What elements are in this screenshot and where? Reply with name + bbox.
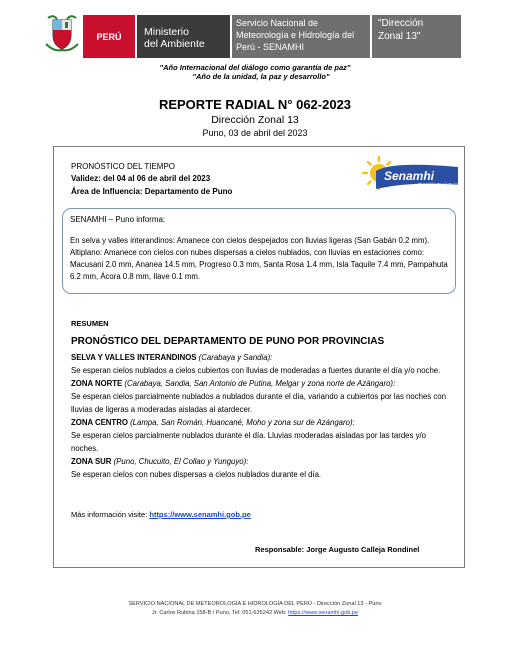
- zone-line-2: Zonal 13": [378, 31, 421, 42]
- mottos: [0, 63, 510, 81]
- region-forecast: Se esperan cielos parcialmente nublados a nublados durante el día, variando a cubiertos por las noches con lluvias de ligeras a moderadas aisladas al atardecer.: [71, 392, 446, 414]
- footer-line-1: SERVICIO NACIONAL DE METEOROLOGÍA E HIDROLOGÍA DEL PERÚ - Dirección Zonal 13 - Puno: [128, 601, 382, 607]
- logo-tagline: Dirección Zonal Puno: [418, 182, 459, 187]
- inform-title: SENAMHI – Puno informa:: [70, 215, 166, 224]
- region-provinces: (Carabaya, Sandia, San Antonio de Putina, Melgar y zona norte de Azángaro):: [124, 379, 396, 388]
- ministry-label: [137, 15, 230, 58]
- region-provinces: (Carabaya y Sandia):: [198, 353, 273, 362]
- region-forecast: Se esperan cielos nublados a cielos cubiertos con lluvias de moderadas a fuertes durante el día y/o noche.: [71, 366, 441, 375]
- report-subtitle: Dirección Zonal 13: [211, 114, 299, 126]
- region-list: [71, 351, 449, 481]
- region-item: [71, 455, 449, 481]
- inform-body: En selva y valles interandinos: Amanece con cielos despejados con lluvias ligeras (San Gabán 0.2 mm). Altiplano: Amanece con cielos con nubes dispersas a cielos nublados, con lluvias en estaciones como: Macusani 2.0 mm, Ananea 14.5 mm, Progreso 0.3 mm, Santa Rosa 1.4 mm, Isla Taquile 7.4 mm, Pampahuta 6.2 mm, Ácora 0.8 mm, Ilave 0.1 mm.: [70, 236, 448, 281]
- region-item: [71, 377, 449, 416]
- report-title: REPORTE RADIAL N° 062-2023: [158, 97, 352, 112]
- ministry-line-2: del Ambiente: [144, 38, 205, 50]
- more-info: [71, 510, 251, 519]
- zone-line-1: "Dirección: [378, 18, 424, 29]
- region-forecast: Se esperan cielos parcialmente nublados durante el día. Lluvias moderadas aisladas por las tardes y/o noches.: [71, 431, 426, 453]
- peru-label: [83, 15, 135, 58]
- motto-line-1: "Año Internacional del diálogo como garantía de paz": [159, 63, 351, 72]
- summary-heading: PRONÓSTICO DEL DEPARTAMENTO DE PUNO POR PROVINCIAS: [71, 336, 385, 347]
- responsible-text: Responsable: Jorge Augusto Calleja Rondinel: [255, 545, 420, 554]
- region-item: [71, 416, 449, 455]
- footer-address: Jr. Carlos Rubina 158-B / Puno, Tel: 051-635242 Web:: [151, 610, 289, 616]
- motto-line-2: "Año de la unidad, la paz y desarrollo": [192, 72, 330, 81]
- more-info-label: Más información visite:: [71, 510, 150, 519]
- region-provinces: (Puno, Chucuito, El Collao y Yunguyo):: [113, 457, 249, 466]
- ministry-line-1: Ministerio: [144, 26, 189, 38]
- footer-line-2: [0, 609, 510, 618]
- logo-name: Senamhi: [384, 169, 435, 183]
- region-item: [71, 351, 449, 377]
- region-name: ZONA CENTRO: [71, 418, 131, 427]
- zone-label: [372, 15, 461, 58]
- senamhi-website-link[interactable]: https://www.senamhi.gob.pe: [149, 510, 251, 519]
- region-name: ZONA NORTE: [71, 379, 125, 388]
- report-date: Puno, 03 de abril del 2023: [202, 128, 308, 138]
- region-forecast: Se esperan cielos con nubes dispersas a cielos nublados durante el día.: [71, 470, 322, 479]
- country-text: PERÚ: [96, 31, 122, 42]
- region-name: SELVA Y VALLES INTERANDINOS: [71, 353, 199, 362]
- area-text: Área de Influencia: Departamento de Puno: [71, 187, 233, 196]
- footer: [0, 600, 510, 618]
- validity-text: Validez: del 04 al 06 de abril del 2023: [71, 174, 211, 183]
- service-label: Servicio Nacional de Meteorología e Hidrología del Perú - SENAMHI: [232, 15, 370, 58]
- footer-website-link[interactable]: https://www.senamhi.gob.pe: [288, 610, 359, 616]
- region-provinces: (Lampa, San Román, Huancané, Moho y zona sur de Azángaro):: [130, 418, 355, 427]
- region-name: ZONA SUR: [71, 457, 114, 466]
- summary-label: RESUMEN: [71, 319, 109, 328]
- peru-coat-of-arms-icon: [44, 14, 80, 54]
- forecast-heading: PRONÓSTICO DEL TIEMPO: [71, 162, 176, 171]
- senamhi-logo: [362, 155, 460, 195]
